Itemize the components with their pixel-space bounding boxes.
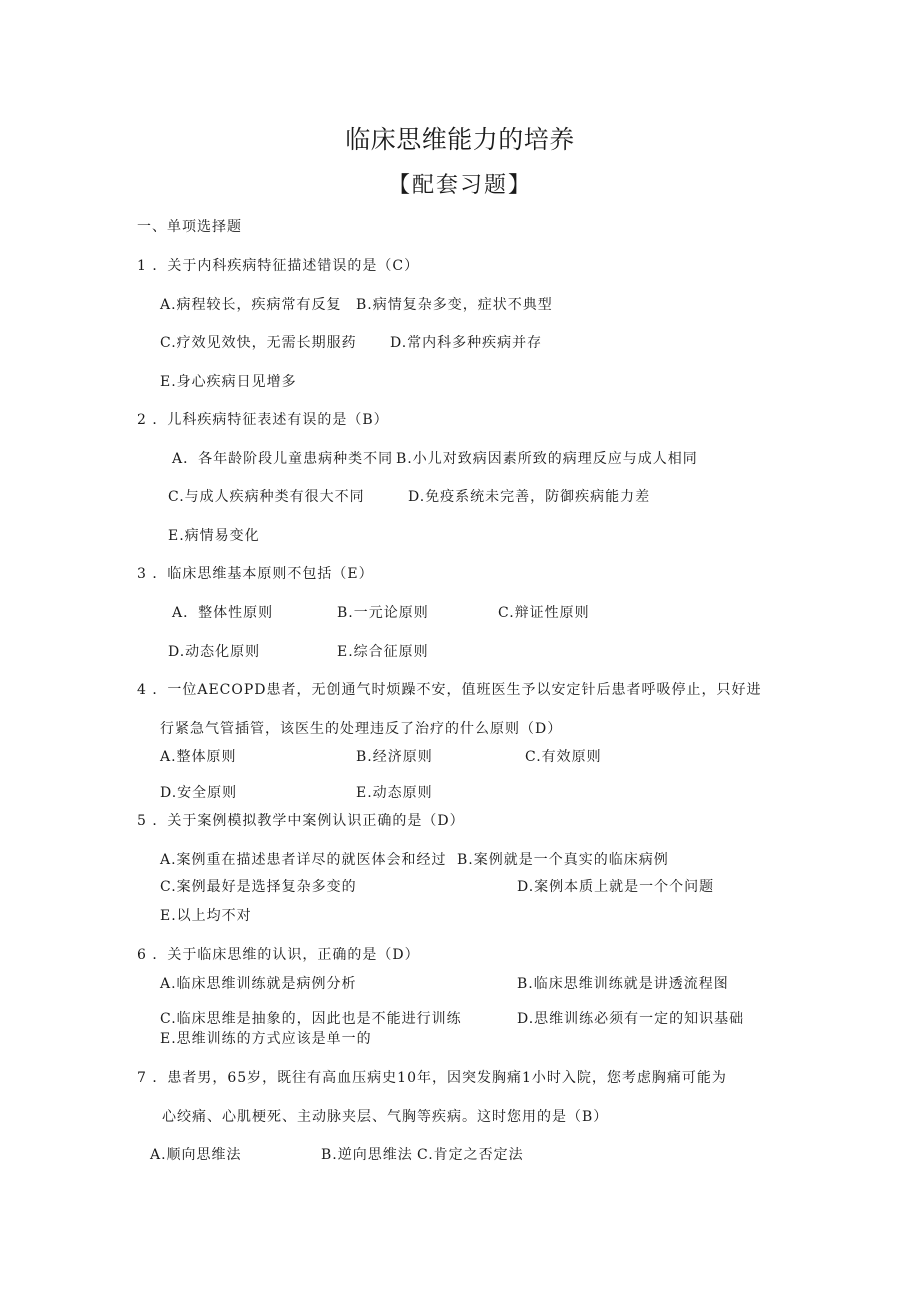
question-stem: 7 ．患者男，65岁，既往有高血压病史10年，因突发胸痛1小时入院，您考虑胸痛可能为 bbox=[137, 1070, 727, 1086]
option-c: C.有效原则 bbox=[525, 749, 602, 765]
option-e: E.思维训练的方式应该是单一的 bbox=[160, 1031, 372, 1047]
option-d: D.安全原则 bbox=[160, 785, 238, 801]
option-c: C.与成人疾病种类有很大不同 bbox=[168, 489, 365, 505]
option-c: C.肯定之否定法 bbox=[417, 1147, 524, 1163]
option-b: B.病情复杂多变，症状不典型 bbox=[356, 297, 553, 313]
question-stem: 6 ．关于临床思维的认识，正确的是（D） bbox=[137, 947, 420, 963]
document-title: 临床思维能力的培养 bbox=[345, 125, 575, 154]
document-subtitle: 【配套习题】 bbox=[387, 173, 532, 198]
option-b: B.经济原则 bbox=[356, 749, 433, 765]
question-stem-continued: 行紧急气管插管，该医生的处理违反了治疗的什么原则（D） bbox=[160, 721, 563, 737]
option-d: D.案例本质上就是一个个问题 bbox=[517, 879, 715, 895]
option-a: A．整体性原则 bbox=[172, 605, 274, 621]
question-stem: 1 ．关于内科疾病特征描述错误的是（C） bbox=[137, 258, 420, 274]
option-e: E.综合征原则 bbox=[337, 644, 429, 660]
option-b: B.案例就是一个真实的临床病例 bbox=[457, 852, 669, 868]
option-c: C.案例最好是选择复杂多变的 bbox=[160, 879, 357, 895]
option-e: E.病情易变化 bbox=[168, 528, 260, 544]
option-d: D.免疫系统未完善，防御疾病能力差 bbox=[408, 489, 651, 505]
option-d: D.思维训练必须有一定的知识基础 bbox=[517, 1011, 745, 1027]
option-e: E.动态原则 bbox=[356, 785, 433, 801]
option-a: A.病程较长，疾病常有反复 bbox=[160, 297, 342, 313]
option-b: B.临床思维训练就是讲透流程图 bbox=[517, 976, 729, 992]
option-e: E.身心疾病日见增多 bbox=[160, 374, 297, 390]
option-a: A.案例重在描述患者详尽的就医体会和经过 bbox=[160, 852, 447, 868]
question-stem: 2 ．儿科疾病特征表述有误的是（B） bbox=[137, 412, 389, 428]
option-b: B.逆向思维法 bbox=[321, 1147, 413, 1163]
option-b: B.小儿对致病因素所致的病理反应与成人相同 bbox=[396, 451, 698, 467]
section-heading: 一、单项选择题 bbox=[137, 219, 242, 235]
option-e: E.以上均不对 bbox=[160, 908, 252, 924]
option-d: D.常内科多种疾病并存 bbox=[390, 335, 543, 351]
option-c: C.辩证性原则 bbox=[498, 605, 590, 621]
option-c: C.临床思维是抽象的，因此也是不能进行训练 bbox=[160, 1011, 462, 1027]
option-d: D.动态化原则 bbox=[168, 644, 261, 660]
question-stem-continued: 心绞痛、心肌梗死、主动脉夹层、气胸等疾病。这时您用的是（B） bbox=[162, 1109, 609, 1125]
option-a: A.整体原则 bbox=[160, 749, 237, 765]
question-stem: 3 ．临床思维基本原则不包括（E） bbox=[137, 566, 374, 582]
option-a: A.临床思维训练就是病例分析 bbox=[160, 976, 357, 992]
question-stem: 5 ．关于案例模拟教学中案例认识正确的是（D） bbox=[137, 813, 465, 829]
option-a: A．各年龄阶段儿童患病种类不同 bbox=[172, 451, 394, 467]
option-c: C.疗效见效快，无需长期服药 bbox=[160, 335, 357, 351]
option-a: A.顺向思维法 bbox=[150, 1147, 242, 1163]
option-b: B.一元论原则 bbox=[337, 605, 429, 621]
question-stem: 4 ．一位AECOPD患者，无创通气时烦躁不安，值班医生予以安定针后患者呼吸停止，只好进 bbox=[137, 682, 762, 698]
